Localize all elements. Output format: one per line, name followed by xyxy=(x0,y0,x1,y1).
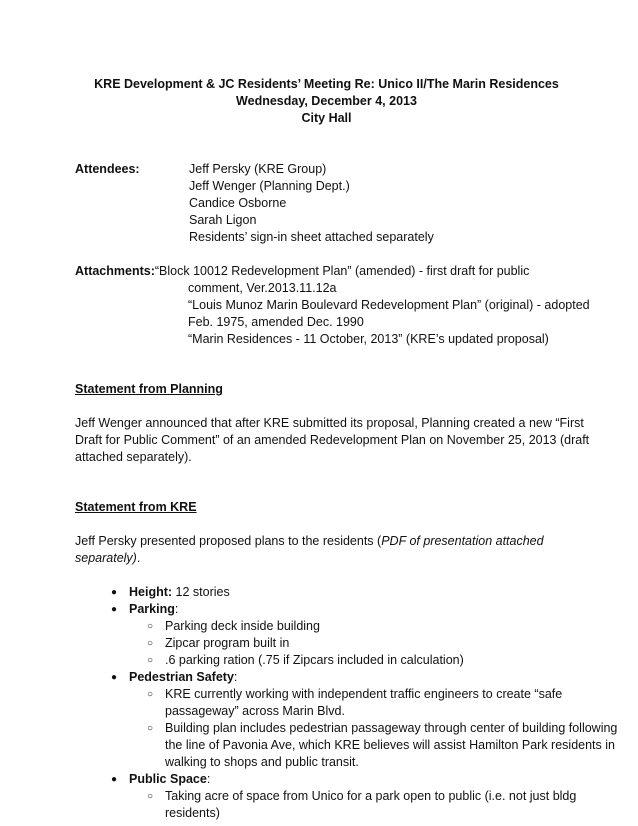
attachment-item-1: “Block 10012 Redevelopment Plan” (amended) - first draft for public xyxy=(154,264,530,278)
circle-bullet-icon: ○ xyxy=(147,638,154,649)
sub-list-item: ○ Zipcar program built in xyxy=(147,636,290,650)
planning-paragraph: Jeff Wenger announced that after KRE submitted its proposal, Planning created a new “First Draft for Public Comment” of an amended Redevelopment Plan on November 25, 2013 (draft attached separately). xyxy=(75,416,590,464)
attendee-item: Jeff Persky (KRE Group) xyxy=(189,162,327,176)
attendees-label: Attendees: xyxy=(75,162,140,176)
attachment-item-1-cont: comment, Ver.2013.11.12a xyxy=(188,281,337,295)
pedestrian-sublist xyxy=(129,686,618,771)
sub-list-item: ○ .6 parking ration (.75 if Zipcars included in calculation) xyxy=(147,653,464,667)
kre-paragraph: Jeff Persky presented proposed plans to the residents (PDF of presentation attached separately). xyxy=(75,534,544,565)
attachments-section xyxy=(75,263,590,348)
attendee-item: Jeff Wenger (Planning Dept.) xyxy=(189,179,350,193)
sub-list-item: ○ Taking acre of space from Unico for a park open to public (i.e. not just bldg residents) xyxy=(147,789,577,820)
circle-bullet-icon: ○ xyxy=(147,791,154,802)
attachments-label: Attachments: xyxy=(75,264,155,278)
bullet-icon: ● xyxy=(111,604,118,615)
sub-list-item: ○ Building plan includes pedestrian passageway through center of building following the line of Pavonia Ave, which KRE believes will assist Hamilton Park residents in walking to shops and public transit. xyxy=(147,721,618,769)
sub-list-item: ○ KRE currently working with independent traffic engineers to create “safe passageway” across Marin Blvd. xyxy=(147,687,563,718)
list-item-height: ● Height: 12 stories xyxy=(111,585,230,599)
planning-heading: Statement from Planning xyxy=(75,382,223,396)
attachment-item-3: “Marin Residences - 11 October, 2013” (KRE’s updated proposal) xyxy=(188,332,549,346)
list-item-parking: ● Parking: ○ Parking deck inside building ○ Zipcar program built in ○ .6 parking ration (.75 if Zipcars included in calculation) xyxy=(111,601,578,669)
meeting-location: City Hall xyxy=(301,111,352,125)
circle-bullet-icon: ○ xyxy=(147,723,154,734)
attendees-list xyxy=(189,161,578,246)
attachment-item-2-cont: Feb. 1975, amended Dec. 1990 xyxy=(188,315,364,329)
bullet-icon: ● xyxy=(111,587,118,598)
circle-bullet-icon: ○ xyxy=(147,689,154,700)
meeting-date: Wednesday, December 4, 2013 xyxy=(236,94,417,108)
attendee-item: Candice Osborne xyxy=(189,196,287,210)
attachment-item-2: “Louis Munoz Marin Boulevard Redevelopment Plan” (original) - adopted xyxy=(188,298,590,312)
list-item-public-space: ● Public Space: ○ Taking acre of space from Unico for a park open to public (i.e. not just bldg residents) xyxy=(111,772,577,820)
kre-heading: Statement from KRE xyxy=(75,500,197,514)
sub-list-item: ○ Parking deck inside building xyxy=(147,619,320,633)
attendees-section xyxy=(75,161,578,246)
public-space-sublist xyxy=(129,788,578,822)
bullet-icon: ● xyxy=(111,774,118,785)
kre-bullet-list xyxy=(75,584,618,822)
attendee-item: Sarah Ligon xyxy=(189,213,257,227)
circle-bullet-icon: ○ xyxy=(147,621,154,632)
list-item-pedestrian-safety: ● Pedestrian Safety: ○ KRE currently working with independent traffic engineers to create “safe passageway” across Marin Blvd. ○ Building plan includes pedestrian passageway through center of building following the line of Pavonia Ave, which KRE believes will assist Hamilton Park residents in walking to shops and public transit. xyxy=(111,670,618,769)
bullet-icon: ● xyxy=(111,672,118,683)
meeting-title: KRE Development & JC Residents’ Meeting Re: Unico II/The Marin Residences xyxy=(94,77,559,91)
attendee-item: Residents’ sign-in sheet attached separately xyxy=(189,230,434,244)
parking-sublist xyxy=(129,618,578,669)
document-header xyxy=(75,76,578,127)
circle-bullet-icon: ○ xyxy=(147,655,154,666)
